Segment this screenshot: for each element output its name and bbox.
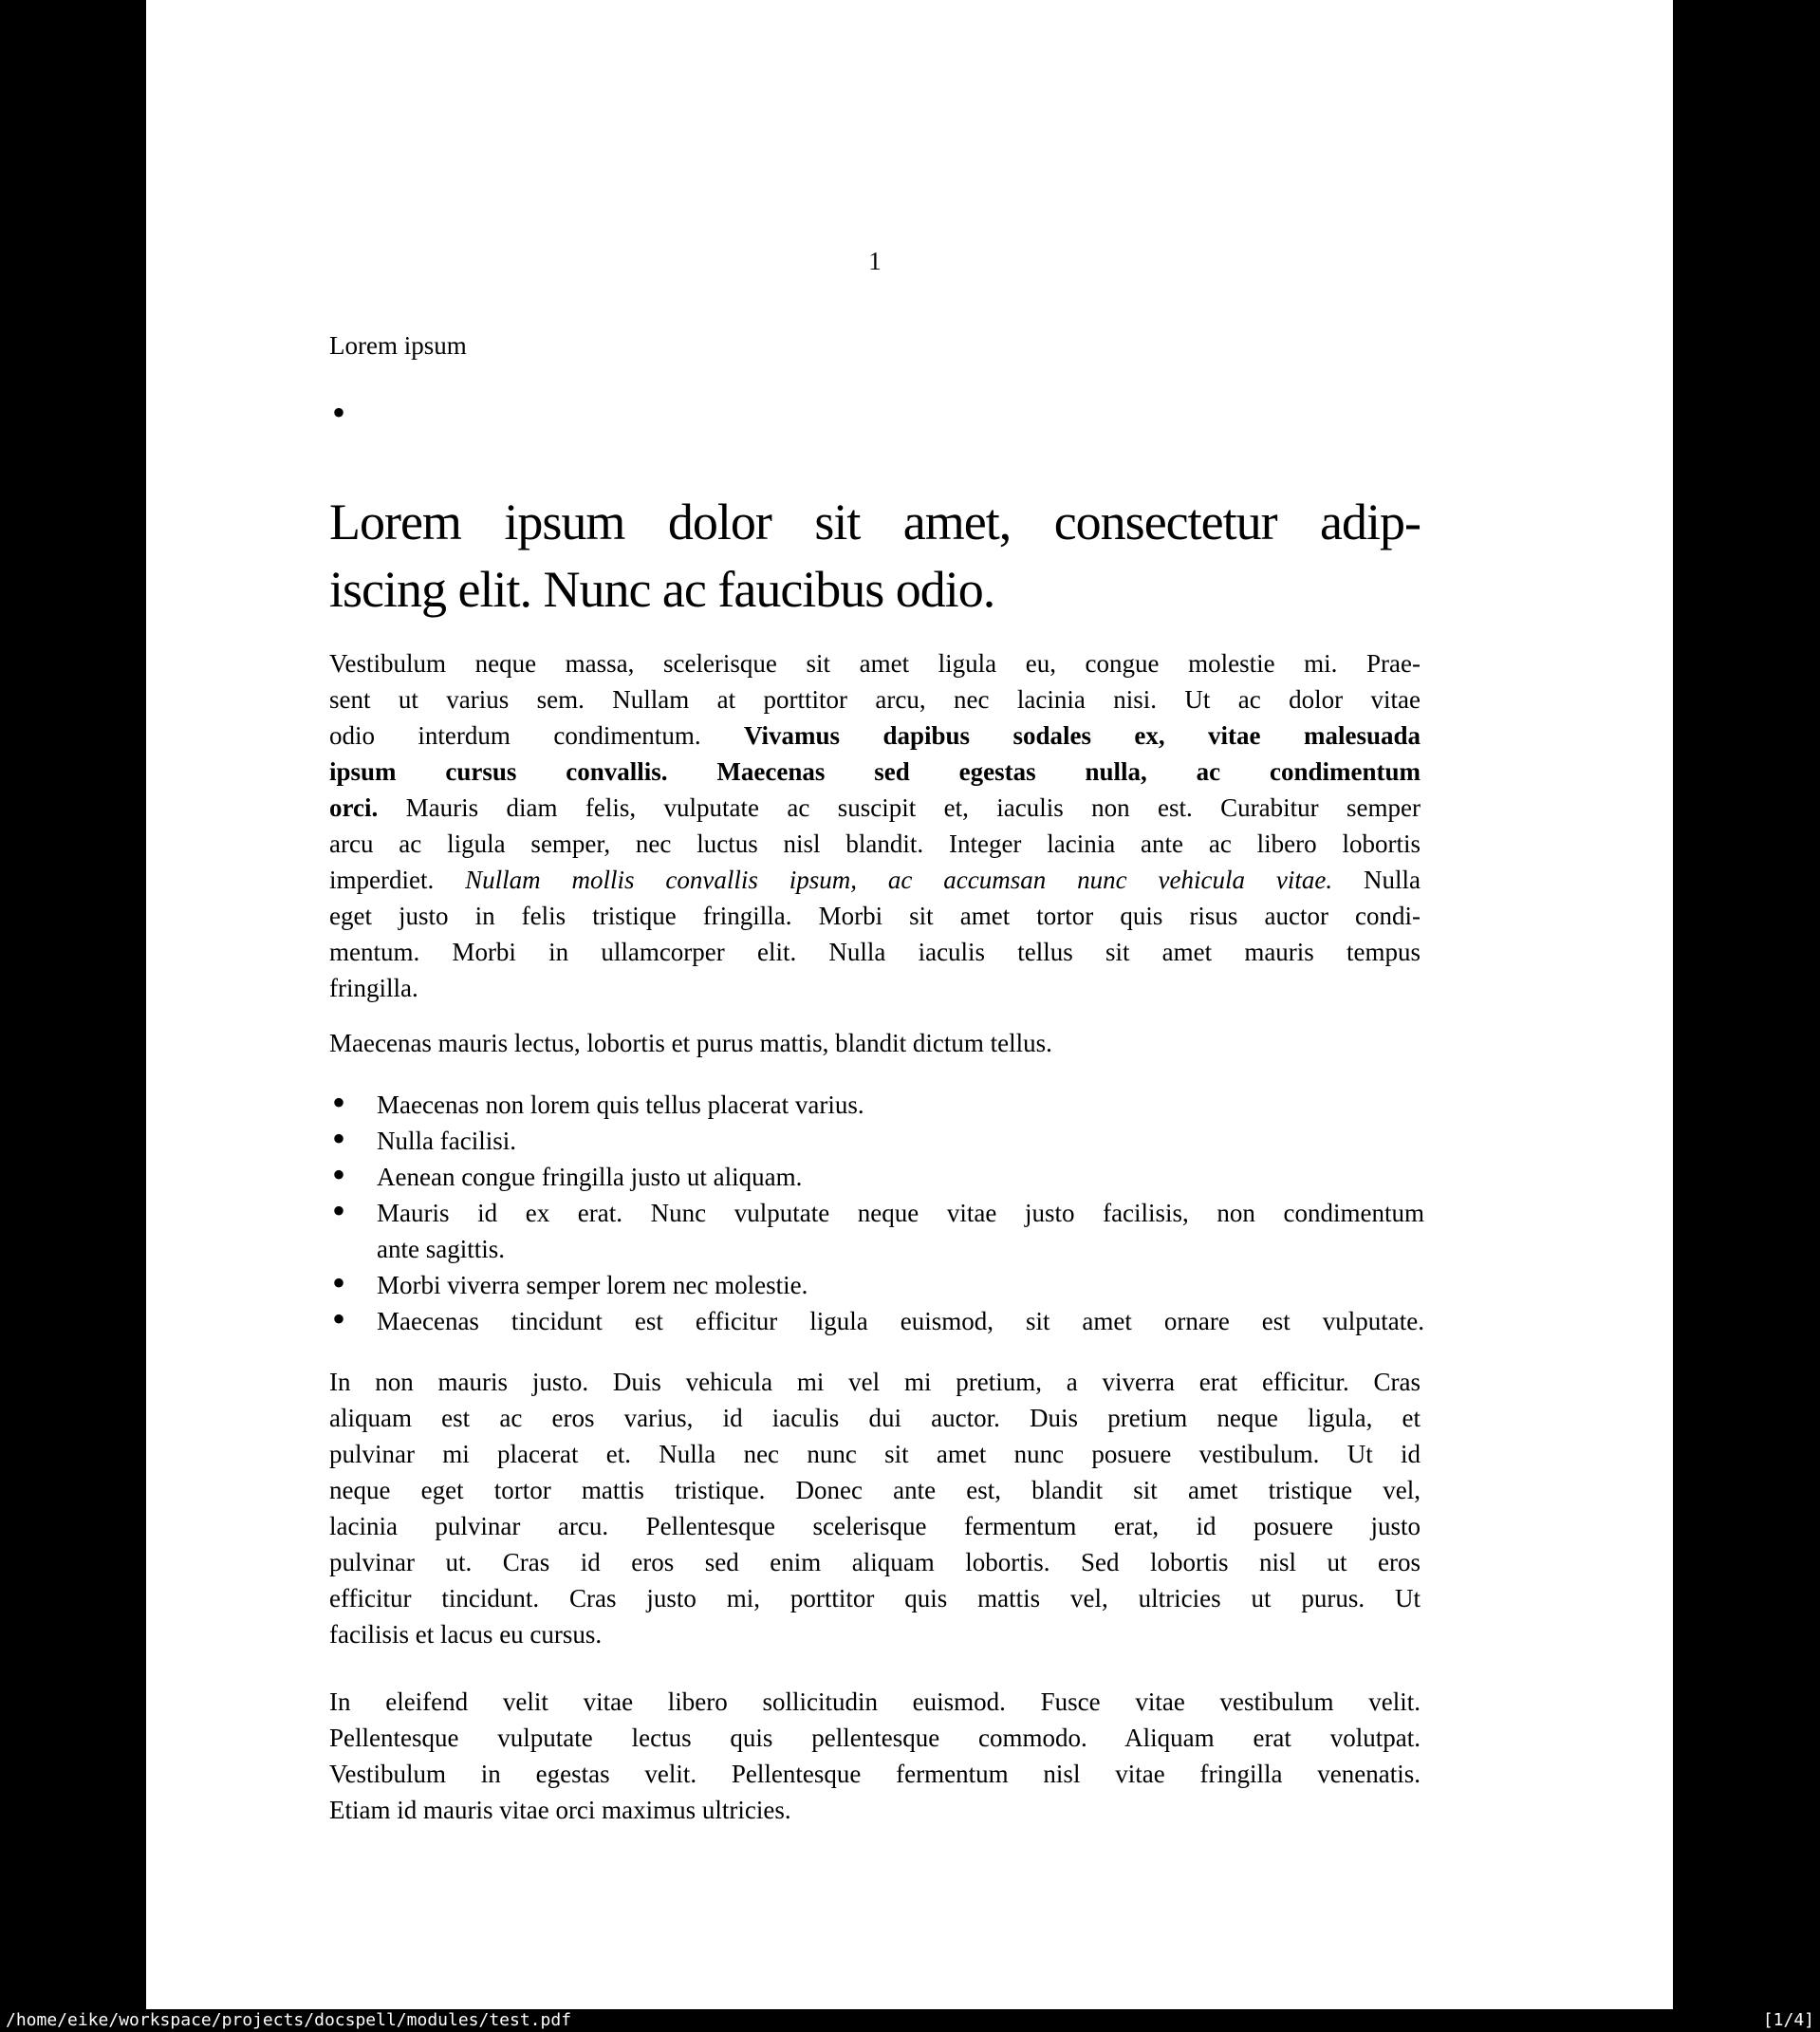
document-page[interactable]: [146, 0, 1673, 2009]
text-line: • Nulla facilisi.: [332, 1117, 516, 1160]
text-line: efficitur tincidunt. Cras justo mi, porttitor quis mattis vel, ultricies ut purus. Ut: [329, 1584, 1421, 1613]
body-paragraph-4: [329, 1684, 1421, 1828]
bullet-icon: •: [332, 1153, 346, 1196]
list-item: [332, 1297, 1424, 1340]
text-line: • Maecenas tincidunt est efficitur ligula euismod, sit amet ornare est vulputate.: [332, 1297, 1424, 1340]
text-line: sent ut varius sem. Nullam at porttitor arcu, nec lacinia nisi. Ut ac dolor vitae: [329, 685, 1421, 714]
text-line: • Morbi viverra semper lorem nec molestie.: [332, 1261, 808, 1304]
text-line: Vestibulum in egestas velit. Pellentesque fermentum nisl vitae fringilla venenatis.: [329, 1760, 1421, 1788]
intro-paragraph: Lorem ipsum: [329, 331, 467, 360]
list-item: [332, 1189, 1424, 1267]
text-line: iscing elit. Nunc ac faucibus odio.: [329, 561, 995, 618]
text-line: • Mauris id ex erat. Nunc vulputate neque vitae justo facilisis, non condimentum: [332, 1189, 1424, 1232]
bullet-icon: •: [332, 1297, 346, 1340]
text-line: aliquam est ac eros varius, id iaculis dui auctor. Duis pretium neque ligula, et: [329, 1404, 1421, 1432]
bullet-icon: •: [332, 1261, 346, 1304]
text-line: pulvinar mi placerat et. Nulla nec nunc sit amet nunc posuere vestibulum. Ut id: [329, 1440, 1421, 1468]
empty-list-bullet-icon: •: [332, 391, 346, 434]
text-line: In non mauris justo. Duis vehicula mi vel mi pretium, a viverra erat efficitur. Cras: [329, 1368, 1421, 1396]
text-line: Vestibulum neque massa, scelerisque sit amet ligula eu, congue molestie mi. Prae-: [329, 649, 1421, 678]
text-line: In eleifend velit vitae libero sollicitudin euismod. Fusce vitae vestibulum velit.: [329, 1687, 1421, 1716]
bullet-list: [332, 1081, 1424, 1340]
bullet-icon: •: [332, 1117, 346, 1160]
section-heading: [329, 489, 1421, 624]
text-line: Maecenas mauris lectus, lobortis et purus mattis, blandit dictum tellus.: [329, 1029, 1052, 1057]
text-line: Pellentesque vulputate lectus quis pellentesque commodo. Aliquam erat volutpat.: [329, 1724, 1421, 1752]
text-line: ante sagittis.: [377, 1235, 505, 1263]
text-line: eget justo in felis tristique fringilla. Morbi sit amet tortor quis risus auctor condi-: [329, 902, 1421, 930]
text-line: • Aenean congue fringilla justo ut aliquam.: [332, 1153, 803, 1196]
text-line: • Maecenas non lorem quis tellus placerat varius.: [332, 1081, 864, 1124]
text-line: pulvinar ut. Cras id eros sed enim aliquam lobortis. Sed lobortis nisl ut eros: [329, 1548, 1421, 1576]
text-line: neque eget tortor mattis tristique. Donec ante est, blandit sit amet tristique vel,: [329, 1476, 1421, 1504]
body-paragraph-3: [329, 1364, 1421, 1652]
text-line: imperdiet. Nullam mollis convallis ipsum, ac accumsan nunc vehicula vitae. Nulla: [329, 866, 1421, 894]
text-line: orci. Mauris diam felis, vulputate ac suscipit et, iaculis non est. Curabitur semper: [329, 793, 1421, 822]
list-item: [332, 1117, 1424, 1160]
list-item: [332, 1153, 1424, 1196]
body-paragraph-1: [329, 645, 1421, 1006]
statusbar: [0, 2009, 1820, 2032]
text-line: facilisis et lacus eu cursus.: [329, 1620, 603, 1649]
text-line: mentum. Morbi in ullamcorper elit. Nulla iaculis tellus sit amet mauris tempus: [329, 938, 1421, 966]
body-paragraph-2: [329, 1025, 1421, 1061]
bullet-icon: •: [332, 1081, 346, 1124]
text-line: odio interdum condimentum. Vivamus dapibus sodales ex, vitae malesuada: [329, 721, 1421, 750]
statusbar-page-indicator: [1/4]: [1762, 2010, 1814, 2030]
text-line: Lorem ipsum dolor sit amet, consectetur adip-: [329, 494, 1421, 550]
text-line: lacinia pulvinar arcu. Pellentesque scelerisque fermentum erat, id posuere justo: [329, 1512, 1421, 1540]
text-line: Etiam id mauris vitae orci maximus ultricies.: [329, 1796, 791, 1824]
page-number: 1: [868, 247, 882, 275]
bullet-icon: •: [332, 1189, 346, 1232]
list-item: [332, 1081, 1424, 1124]
list-item: [332, 1261, 1424, 1304]
statusbar-file-path: /home/eike/workspace/projects/docspell/modules/test.pdf: [6, 2010, 572, 2030]
text-line: ipsum cursus convallis. Maecenas sed egestas nulla, ac condimentum: [329, 757, 1421, 786]
text-line: fringilla.: [329, 974, 418, 1002]
text-line: arcu ac ligula semper, nec luctus nisl blandit. Integer lacinia ante ac libero lobortis: [329, 830, 1421, 858]
